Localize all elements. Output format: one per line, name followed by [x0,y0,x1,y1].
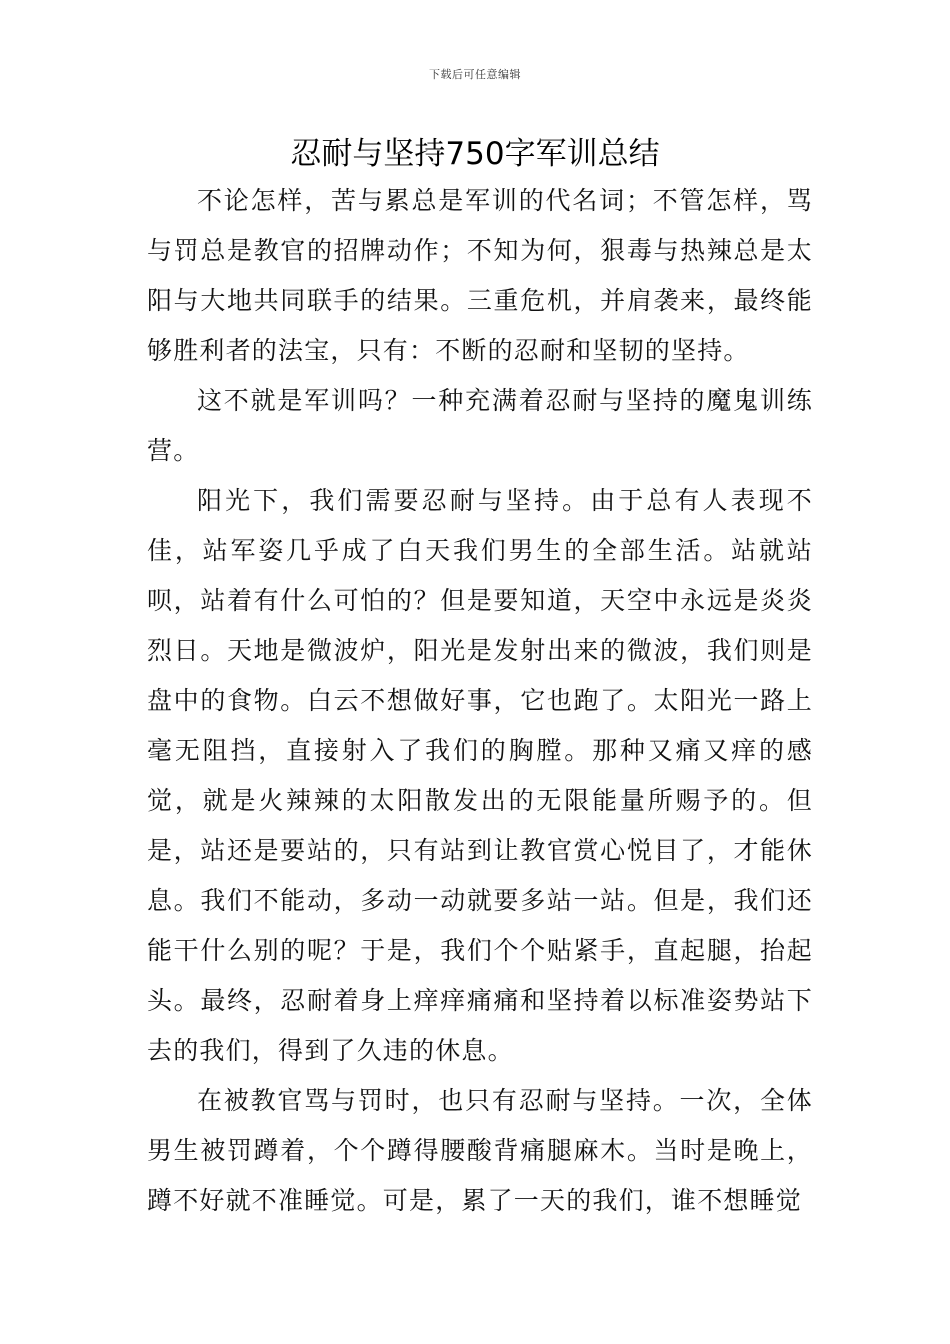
document-body [147,176,813,1226]
paragraph-4: 在被教官骂与罚时，也只有忍耐与坚持。一次，全体男生被罚蹲着，个个蹲得腰酸背痛腿麻木。当时是晚上，蹲不好就不准睡觉。可是，累了一天的我们，谁不想睡觉 [147,1086,813,1215]
document-title: 忍耐与坚持750字军训总结 [290,136,660,172]
paragraph-1: 不论怎样，苦与累总是军训的代名词；不管怎样，骂与罚总是教官的招牌动作；不知为何，狠毒与热辣总是太阳与大地共同联手的结果。三重危机，并肩袭来，最终能够胜利者的法宝，只有：不断的忍耐和坚韧的坚持。 [147,186,813,365]
paragraph-2: 这不就是军训吗？一种充满着忍耐与坚持的魔鬼训练营。 [147,386,813,465]
header-note: 下载后可任意编辑 [429,68,521,81]
paragraph-3: 阳光下，我们需要忍耐与坚持。由于总有人表现不佳，站军姿几乎成了白天我们男生的全部生活。站就站呗，站着有什么可怕的？但是要知道，天空中永远是炎炎烈日。天地是微波炉，阳光是发射出来的微波，我们则是盘中的食物。白云不想做好事，它也跑了。太阳光一路上毫无阻挡，直接射入了我们的胸膛。那种又痛又痒的感觉，就是火辣辣的太阳散发出的无限能量所赐予的。但是，站还是要站的，只有站到让教官赏心悦目了，才能休息。我们不能动，多动一动就要多站一站。但是，我们还能干什么别的呢？于是，我们个个贴紧手，直起腿，抬起头。最终，忍耐着身上痒痒痛痛和坚持着以标准姿势站下去的我们，得到了久违的休息。 [147,486,813,1065]
